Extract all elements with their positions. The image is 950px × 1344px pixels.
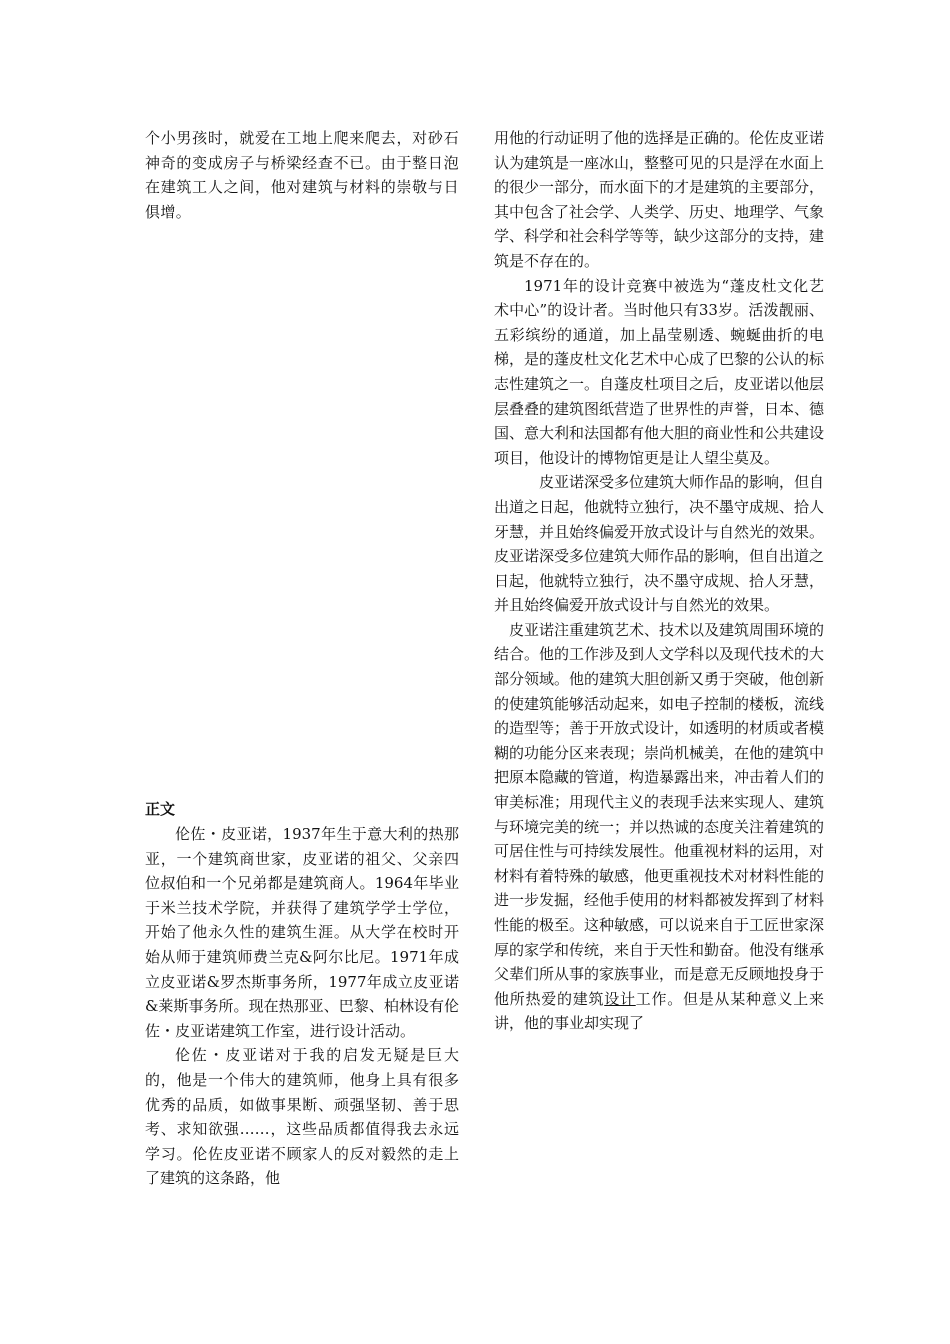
right-paragraph-1: 用他的行动证明了他的选择是正确的。伦佐皮亚诺认为建筑是一座冰山，整整可见的只是浮在水面上的很少一部分，而水面下的才是建筑的主要部分，其中包含了社会学、人类学、历史、地理学、气象学、科学和社会科学等等，缺少这部分的支持，建筑是不存在的。 — [494, 129, 825, 270]
left-column-body — [145, 822, 459, 1191]
fragment-paragraph: 个小男孩时，就爱在工地上爬来爬去，对砂石神奇的变成房子与桥梁经查不已。由于整日泡在建筑工人之间，他对建筑与材料的崇敬与日俱增。 — [145, 129, 459, 221]
right-column-body — [494, 126, 824, 1036]
right-paragraph-4-tail: 工作。但是从某种意义上来讲，他的事业却实现了 — [494, 989, 824, 1033]
left-paragraph-2: 伦佐・皮亚诺对于我的启发无疑是巨大的，他是一个伟大的建筑师，他身上具有很多优秀的品质，如做事果断、顽强坚韧、善于思考、求知欲强……，这些品质都值得我去永远学习。伦佐皮亚诺不顾家人的反对毅然的走上了建筑的这条路，他 — [145, 1046, 459, 1188]
right-paragraph-3: 皮亚诺深受多位建筑大师作品的影响，但自出道之日起，他就特立独行，决不墨守成规、拾人牙慧，并且始终偏爱开放式设计与自然光的效果。皮亚诺深受多位建筑大师作品的影响，但自出道之日起，他就特立独行，决不墨守成规、拾人牙慧，并且始终偏爱开放式设计与自然光的效果。 — [494, 473, 825, 615]
section-heading: 正文 — [145, 800, 176, 818]
left-paragraph-1: 伦佐・皮亚诺，1937年生于意大利的热那亚，一个建筑商世家，皮亚诺的祖父、父亲四位叔伯和一个兄弟都是建筑商人。1964年毕业于米兰技术学院，并获得了建筑学学士学位，开始了他永久性的建筑生涯。从大学在校时开始从师于建筑师费兰克&阿尔比尼。1971年成立皮亚诺&罗杰斯事务所，1977年成立皮亚诺&莱斯事务所。现在热那亚、巴黎、柏林设有伦佐・皮亚诺建筑工作室，进行设计活动。 — [145, 825, 459, 1040]
design-link[interactable]: 设计 — [604, 989, 636, 1008]
right-paragraph-4-text: 皮亚诺注重建筑艺术、技术以及建筑周围环境的结合。他的工作涉及到人文学科以及现代技术的大部分领域。他的建筑大胆创新又勇于突破，他创新的使建筑能够活动起来，如电子控制的楼板，流线的造型等；善于开放式设计，如透明的材质或者模糊的功能分区来表现；崇尚机械美，在他的建筑中把原本隐藏的管道，构造暴露出来，冲击着人们的审美标准；用现代主义的表现手法来实现人、建筑与环境完美的统一；并以热诚的态度关注着建筑的可居住性与可持续发展性。他重视材料的运用，对材料有着特殊的敏感，他更重视技术对材料性能的进一步发掘，经他手使用的材料都被发挥到了材料性能的极至。这种敏感，可以说来自于工匠世家深厚的家学和传统，来自于天性和勤奋。他没有继承父辈们所从事的家族事业，而是意无反顾地投身于他所热爱的建筑 — [494, 620, 825, 1008]
top-left-fragment-block — [145, 126, 459, 224]
right-paragraph-2: 1971年的设计竞赛中被选为“蓬皮杜文化艺术中心”的设计者。当时他只有33岁。活泼靓丽、五彩缤纷的通道，加上晶莹剔透、蜿蜒曲折的电梯，是的蓬皮杜文化艺术中心成了巴黎的公认的标志性建筑之一。自蓬皮杜项目之后，皮亚诺以他层层叠叠的建筑图纸营造了世界性的声誉，日本、德国、意大利和法国都有他大胆的商业性和公共建设项目，他设计的博物馆更是让人望尘莫及。 — [494, 276, 825, 467]
right-paragraph-4 — [494, 618, 824, 1036]
